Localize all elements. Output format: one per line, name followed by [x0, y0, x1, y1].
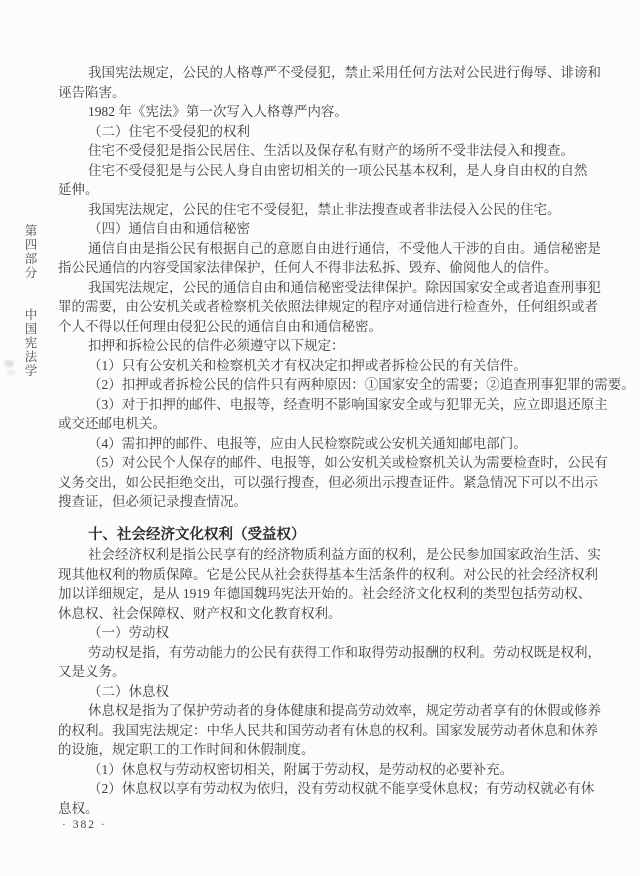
text-line: 罪的需要，由公安机关或者检察机关依照法律规定的程序对通信进行检查外，任何组织或者 [58, 299, 598, 314]
text-line: 扣押和拆检公民的信件必须遵守以下规定： [88, 338, 345, 353]
text-line: （5）对公民个人保存的邮件、电报等，如公安机关或检察机关认为需要检查时，公民有 [88, 455, 608, 470]
text-line: 社会经济权利是指公民享有的经济物质利益方面的权利，是公民参加国家政治生活、实 [88, 547, 601, 562]
text-line: 延伸。 [58, 182, 99, 197]
text-line: 1982 年《宪法》第一次写入人格尊严内容。 [88, 104, 348, 119]
text-line: 通信自由是指公民有根据自己的意愿自由进行通信，不受他人干涉的自由。通信秘密是 [88, 240, 601, 256]
text-line: 搜查证，但必须记录搜查情况。 [58, 494, 247, 509]
text-line: 我国宪法规定，公民的住宅不受侵犯，禁止非法搜查或者非法侵入公民的住宅。 [88, 201, 561, 217]
text-line: 住宅不受侵犯是与公民人身自由密切相关的一项公民基本权利，是人身自由权的自然 [88, 162, 588, 178]
page-content [58, 63, 635, 818]
text-line: （1）只有公安机关和检察机关才有权决定扣押或者拆检公民的有关信件。 [88, 357, 527, 373]
text-line: 指公民通信的内容受国家法律保护，任何人不得非法私拆、毁弃、偷阅他人的信件。 [58, 260, 558, 275]
section-heading: 十、社会经济文化权利（受益权） [88, 526, 306, 543]
text-line: （2）扣押或者拆检公民的信件只有两种原因：①国家安全的需要；②追查刑事犯罪的需要。 [88, 377, 635, 392]
text-line: 我国宪法规定，公民的通信自由和通信秘密受法律保护。除因国家安全或者追查刑事犯 [88, 279, 601, 295]
text-line: 或交还邮电机关。 [58, 416, 166, 431]
text-line: （二）休息权 [88, 683, 169, 699]
text-line: 住宅不受侵犯是指公民居住、生活以及保存私有财产的场所不受非法侵入和搜查。 [88, 143, 574, 158]
text-line: 个人不得以任何理由侵犯公民的通信自由和通信秘密。 [58, 318, 382, 334]
text-line: 诬告陷害。 [58, 84, 126, 100]
text-line: 现其他权利的物质保障。它是公民从社会获得基本生活条件的权利。对公民的社会经济权利 [58, 566, 598, 582]
text-line: （1）休息权与劳动权密切相关，附属于劳动权，是劳动权的必要补充。 [88, 761, 514, 777]
book-title: 中国宪法学 [23, 307, 37, 378]
text-line: 休息权、社会保障权、财产权和文化教育权利。 [58, 605, 342, 621]
text-line: （2）休息权以享有劳动权为依归，没有劳动权就不能享受休息权；有劳动权就必有休 [88, 781, 595, 796]
text-line: 我国宪法规定，公民的人格尊严不受侵犯，禁止采用任何方法对公民进行侮辱、诽谤和 [88, 65, 601, 80]
text-line: 休息权是指为了保护劳动者的身体健康和提高劳动效率，规定劳动者享有的休假或修养 [88, 703, 601, 718]
page-number: · 382 · [62, 819, 107, 831]
text-line: （二）住宅不受侵犯的权利 [88, 123, 250, 139]
text-line: 的设施，规定职工的工作时间和休假制度。 [58, 742, 315, 757]
text-line: 的权利。我国宪法规定：中华人民共和国劳动者有休息的权利。国家发展劳动者休息和休养 [58, 722, 598, 738]
text-line: 加以详细规定，是从 1919 年德国魏玛宪法开始的。社会经济文化权利的类型包括劳动权、 [58, 586, 592, 601]
text-line: 息权。 [58, 800, 99, 816]
sidebar-vertical-label [21, 224, 39, 378]
text-line: （3）对于扣押的邮件、电报等，经查明不影响国家安全或与犯罪无关，应立即退还原主 [88, 396, 608, 412]
text-line: 劳动权是指，有劳动能力的公民有获得工作和取得劳动报酬的权利。劳动权既是权利， [88, 644, 601, 660]
part-label: 第四部分 [23, 224, 37, 280]
text-line: （四）通信自由和通信秘密 [88, 221, 250, 236]
text-line: 又是义务。 [58, 664, 126, 679]
scan-smudge [4, 360, 14, 367]
text-line: （一）劳动权 [88, 625, 169, 640]
text-line: （4）需扣押的邮件、电报等，应由人民检察院或公安机关通知邮电部门。 [88, 435, 527, 451]
text-line: 义务交出，如公民拒绝交出，可以强行搜查，但必须出示搜查证件。紧急情况下可以不出示 [58, 474, 598, 490]
